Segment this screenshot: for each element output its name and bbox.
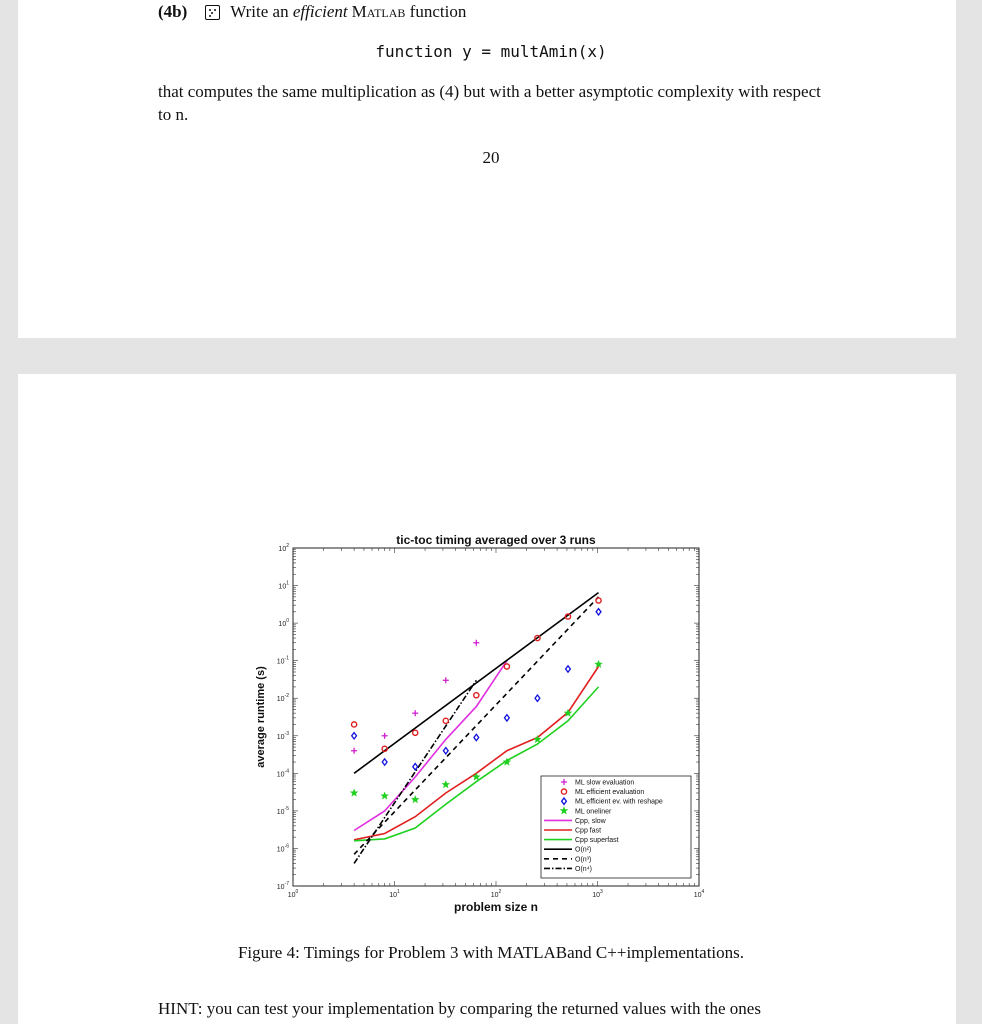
x-tick-label-3: $10^3$	[592, 889, 603, 899]
data-point	[352, 733, 357, 739]
data-point	[504, 715, 509, 721]
data-point	[382, 733, 388, 739]
legend-label-3: ML oneliner	[575, 808, 612, 816]
legend-label-5: Cpp fast	[575, 827, 602, 835]
legend-label-7: O(n²)	[575, 846, 592, 854]
data-point	[413, 764, 418, 770]
data-point	[596, 609, 601, 615]
figure-caption: Figure 4: Timings for Problem 3 with MATLABand C++implementations.	[237, 943, 745, 962]
y-tick-label-1: $10^{-6}$	[276, 843, 289, 854]
data-point	[474, 734, 479, 740]
legend	[541, 776, 691, 878]
data-point	[473, 640, 479, 646]
data-point	[443, 718, 448, 723]
data-point	[443, 677, 449, 683]
task-text-pre: Write an	[230, 2, 293, 21]
legend-label-1: ML efficient evaluation	[575, 789, 645, 797]
data-point	[350, 789, 358, 796]
task-paragraph: that computes the same multiplication as (4) but with a better asymptotic complexity with respect to n.	[158, 82, 821, 124]
y-tick-label-8: $10^1$	[278, 580, 289, 591]
data-point	[351, 748, 357, 754]
data-point	[412, 710, 418, 716]
data-point	[443, 748, 448, 754]
data-point	[382, 759, 387, 765]
y-tick-label-2: $10^{-5}$	[276, 805, 289, 816]
legend-label-6: Cpp superfast	[575, 837, 619, 845]
data-point	[596, 598, 601, 603]
y-tick-label-0: $10^{-7}$	[276, 881, 289, 891]
x-tick-label-0: $10^0$	[287, 889, 299, 899]
data-point	[504, 664, 509, 669]
y-tick-label-5: $10^{-2}$	[276, 693, 289, 704]
data-point	[413, 730, 418, 735]
data-point	[352, 722, 357, 727]
y-tick-label-7: $10^0$	[278, 618, 289, 629]
legend-label-8: O(n³)	[575, 856, 592, 864]
y-tick-label-6: $10^{-1}$	[276, 655, 289, 666]
y-tick-label-9: $10^2$	[278, 543, 289, 553]
legend-label-9: O(n⁴)	[575, 865, 593, 873]
y-tick-label-3: $10^{-4}$	[276, 768, 289, 779]
y-axis-label: average runtime (s)	[255, 666, 267, 768]
x-tick-label-2: $10^2$	[490, 889, 502, 899]
legend-label-4: Cpp, slow	[575, 817, 606, 825]
y-tick-label-4: $10^{-3}$	[276, 730, 289, 741]
task-text-matlab: Matlab	[351, 2, 406, 21]
series-markers-2	[352, 609, 601, 770]
series-line-7	[354, 593, 598, 774]
task-label: (4b)	[158, 2, 188, 21]
page-number: 20	[482, 148, 500, 167]
task-text-emphasis: efficient	[292, 2, 348, 21]
x-tick-label-1: $10^1$	[389, 889, 400, 899]
x-tick-label-4: $10^4$	[693, 889, 705, 899]
series-markers-0	[351, 640, 479, 754]
data-point	[566, 666, 571, 672]
chart-title: tic-toc timing averaged over 3 runs	[396, 533, 596, 547]
data-point	[411, 796, 419, 803]
data-point	[595, 660, 603, 667]
legend-label-0: ML slow evaluation	[575, 779, 635, 787]
task-text-post: function	[405, 2, 467, 21]
function-signature-code: function y = multAmin(x)	[375, 42, 607, 61]
x-axis-label: problem size n	[453, 900, 539, 914]
data-point	[381, 792, 389, 799]
hint-text: HINT: you can test your implementation by comparing the returned values with the ones	[158, 999, 761, 1018]
data-point	[535, 695, 540, 701]
data-point	[442, 781, 450, 788]
series-markers-1	[352, 598, 602, 752]
legend-label-2: ML efficient ev. with reshape	[575, 798, 663, 806]
data-point	[474, 693, 479, 698]
